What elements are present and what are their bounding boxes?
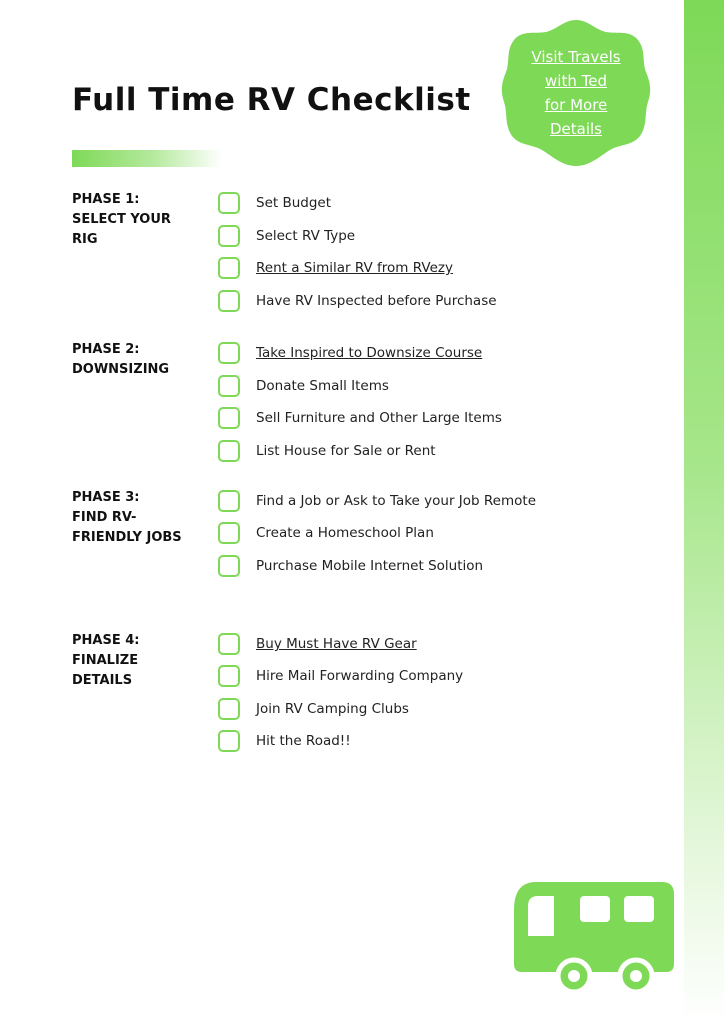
item-text: Join RV Camping Clubs [256,701,409,717]
checkbox[interactable] [218,192,240,214]
checklist-item [218,191,331,215]
title-underline [72,150,222,167]
item-link[interactable]: Rent a Similar RV from RVezy [256,260,453,276]
item-link[interactable]: Take Inspired to Downsize Course [256,345,483,361]
checkbox[interactable] [218,698,240,720]
checklist-item [218,489,536,513]
checklist-item [218,664,463,688]
phase-4-label-line: PHASE 4: [72,633,140,648]
checklist-item [218,729,351,753]
item-link[interactable]: Buy Must Have RV Gear [256,636,417,652]
item-text: Donate Small Items [256,378,389,394]
phase-2-label-line: DOWNSIZING [72,362,170,377]
checkbox[interactable] [218,342,240,364]
checklist-item [218,439,436,463]
item-text: Hire Mail Forwarding Company [256,668,464,684]
badge-link[interactable] [516,45,636,141]
checklist-item [218,406,502,430]
badge-line-3[interactable]: for More [544,96,608,114]
bus-icon [514,882,676,996]
checklist-item [218,289,497,313]
item-text: List House for Sale or Rent [256,443,436,459]
phase-4-label-line: FINALIZE [72,653,139,668]
badge-line-1[interactable]: Visit Travels [531,48,621,66]
checklist-item [218,374,389,398]
checkbox[interactable] [218,407,240,429]
phase-3-label-line: PHASE 3: [72,490,140,505]
item-text: Set Budget [256,195,332,211]
phase-4-label [72,631,197,691]
checklist-item [218,521,434,545]
phase-1-label [72,190,197,250]
checkbox[interactable] [218,522,240,544]
phase-1-label-line: SELECT YOUR [72,212,171,227]
checklist-item [218,697,409,721]
badge-line-4[interactable]: Details [549,120,602,138]
page-title: Full Time RV Checklist [72,82,471,118]
item-text: Hit the Road!! [256,733,351,749]
item-text: Select RV Type [256,228,356,244]
visit-badge[interactable] [500,18,652,168]
phase-4-label-line: DETAILS [72,673,133,688]
item-text: Find a Job or Ask to Take your Job Remote [256,493,536,509]
checkbox[interactable] [218,490,240,512]
phase-2-label-line: PHASE 2: [72,342,140,357]
item-text: Sell Furniture and Other Large Items [256,410,502,426]
checkbox[interactable] [218,225,240,247]
checkbox[interactable] [218,730,240,752]
phase-1-label-line: PHASE 1: [72,192,140,207]
phase-1-label-line: RIG [72,232,98,247]
checklist-item [218,224,355,248]
phase-3-label [72,488,197,548]
checklist-item [218,554,483,578]
item-text: Create a Homeschool Plan [256,525,434,541]
checklist-item [218,632,417,656]
checkbox[interactable] [218,665,240,687]
side-gradient-bar [684,0,724,1024]
item-text: Have RV Inspected before Purchase [256,293,497,309]
checkbox[interactable] [218,633,240,655]
phase-3-label-line: FRIENDLY JOBS [72,530,182,545]
checkbox[interactable] [218,375,240,397]
phase-2-label [72,340,197,380]
checkbox[interactable] [218,440,240,462]
phase-3-label-line: FIND RV- [72,510,137,525]
checkbox[interactable] [218,257,240,279]
checkbox[interactable] [218,555,240,577]
checklist-item [218,341,482,365]
item-text: Purchase Mobile Internet Solution [256,558,484,574]
badge-line-2[interactable]: with Ted [545,72,607,90]
checkbox[interactable] [218,290,240,312]
checklist-item [218,256,453,280]
